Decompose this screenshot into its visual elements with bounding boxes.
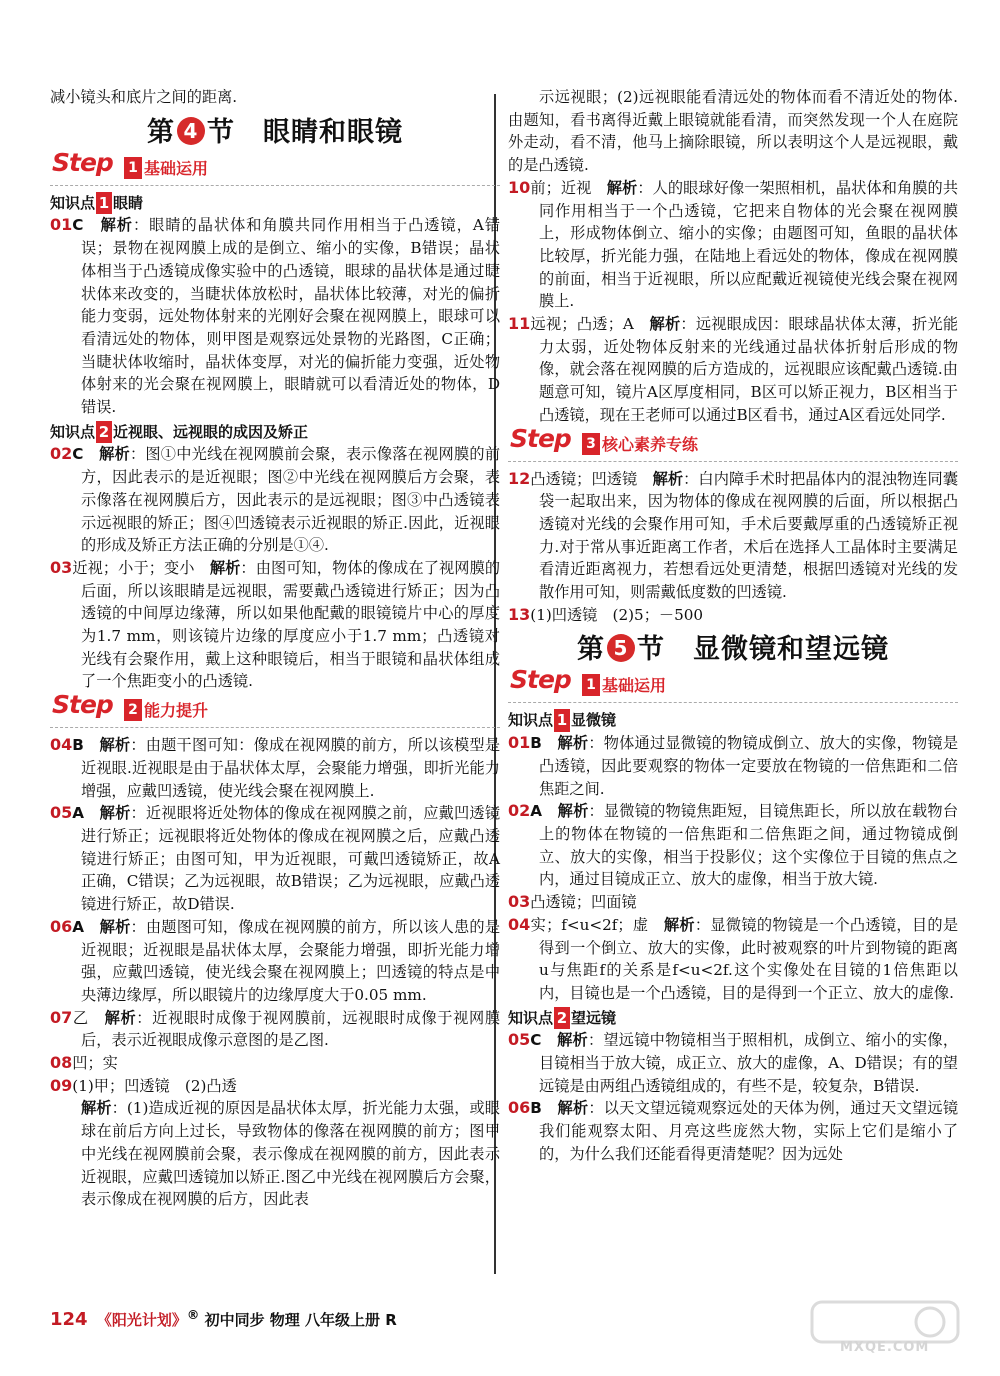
- registered-mark: ®: [186, 1307, 200, 1322]
- question-number: 12: [508, 468, 531, 488]
- step-word: Step: [52, 690, 113, 720]
- answer: 近视；小于；变小: [72, 558, 195, 577]
- kp-label: 显微镜: [571, 711, 617, 730]
- question-number: 04: [508, 914, 531, 934]
- answer: (1)凹透镜 (2)5；－500: [530, 605, 704, 624]
- analysis-label: 解析: [649, 315, 681, 334]
- answer: 乙: [72, 1008, 89, 1027]
- analysis-label: 解析: [99, 445, 130, 464]
- analysis-text: ：近视眼将近处物体的像成在视网膜之前，应戴凹透镜进行矫正；远视眼将近处物体的像成在视网膜之后，应戴凸透镜进行矫正；由图可知，甲为近视眼，可戴凹透镜矫正，故A正确，C错误；乙为远视眼，故B错误；乙为远视眼，应戴凸透镜进行矫正，故D错误.: [81, 804, 500, 914]
- question-04: [50, 734, 500, 802]
- answer: C: [72, 445, 84, 464]
- answer: 实；f<u<2f；虚: [530, 915, 649, 934]
- answer: A: [72, 917, 85, 936]
- section-5-title: [508, 634, 958, 666]
- page-footer: [50, 1307, 397, 1330]
- section-name: 眼睛和眼镜: [263, 116, 403, 148]
- question-number: 05: [508, 1030, 531, 1050]
- question-number: 03: [508, 892, 531, 912]
- section-suffix: 节: [637, 634, 665, 666]
- answer: 凹；实: [72, 1054, 118, 1073]
- question-number: 05: [50, 803, 73, 823]
- question-05: [50, 802, 500, 916]
- watermark-text: MXQE.COM: [840, 1340, 930, 1355]
- answer: (1)甲；凹透镜 (2)凸透: [72, 1076, 237, 1095]
- kp-label: 近视眼、远视眼的成因及矫正: [113, 422, 309, 441]
- kp-prefix: 知识点: [508, 711, 554, 730]
- question-number: 06: [50, 916, 73, 936]
- analysis-label: 解析: [100, 216, 133, 235]
- analysis-label: 解析: [209, 558, 241, 577]
- continued-text: 示远视眼；(2)远视眼能看清远处的物体而看不清近处的物体.由题知，看书离得近戴上眼镜就能看清，而突然发现一个人在庭院外走动，看不清，他马上摘除眼镜，所以表明这个人是远视眼，戴的是凸透镜.: [508, 88, 958, 175]
- step-2-banner: [50, 690, 500, 728]
- watermark-logo: [810, 1300, 980, 1360]
- kp-prefix: 知识点: [50, 193, 96, 212]
- step-label: 能力提升: [144, 701, 209, 721]
- section-number: 4: [177, 117, 205, 145]
- question-r05: [508, 1029, 958, 1097]
- step-1-banner: [50, 147, 500, 186]
- step-1-banner-right: [508, 665, 958, 703]
- analysis-text: ：以天文望远镜观察远处的天体为例，通过天文望远镜我们能观察太阳、月亮这些庞然大物，实际上它们是缩小了的，为什么我们还能看得更清楚呢？因为远处: [539, 1099, 959, 1163]
- question-number: 10: [508, 177, 531, 197]
- question-02: [50, 443, 500, 557]
- kp-prefix: 知识点: [50, 422, 96, 441]
- analysis-text: ：显微镜的物镜是一个凸透镜，目的是得到一个倒立、放大的实像，此时被观察的叶片到物镜的距离u与焦距f的关系是f<u<2f.这个实像处在目镜的1倍焦距以内，目镜也是一个凸透镜，目的是得到一个正立、放大的虚像.: [539, 915, 959, 1002]
- analysis-label: 解析: [99, 804, 131, 823]
- question-12: [508, 468, 958, 604]
- answer: C: [72, 216, 84, 235]
- intro-line: 减小镜头和底片之间的距离.: [50, 88, 238, 106]
- kp-label: 望远镜: [571, 1008, 617, 1027]
- analysis-text: ：物体通过显微镜的物镜成倒立、放大的实像，物镜是凸透镜，因此要观察的物体一定要放在物镜的一倍焦距和二倍焦距之间.: [539, 734, 959, 798]
- analysis-text: ：近视眼时成像于视网膜前，远视眼时成像于视网膜后，表示近视眼成像示意图的是乙图.: [81, 1008, 501, 1050]
- kp-prefix: 知识点: [508, 1008, 554, 1027]
- answer: A: [530, 802, 543, 821]
- analysis-label: 解析: [557, 802, 589, 821]
- section-number: 5: [607, 634, 635, 662]
- book-subtitle: 初中同步 物理 八年级上册 R: [204, 1311, 397, 1329]
- question-number: 03: [50, 557, 73, 577]
- step-3-banner: [508, 423, 958, 462]
- step-number: 1: [582, 674, 600, 696]
- question-11: [508, 313, 958, 427]
- knowledge-point-2: [50, 421, 500, 444]
- analysis-text: ：白内障手术时把晶体内的混浊物连同囊袋一起取出来，因为物体的像成在视网膜的后面，所以根据凸透镜对光线的会聚作用可知，手术后要戴厚重的凸透镜矫正视力.对于常从事近距离工作者，术后在选择人工晶体时主要满足看清近距离视力，若想看远处更清楚，根据凹透镜对光线的发散作用可知，则需戴低度数的凹透镜.: [539, 469, 959, 602]
- analysis-text: ：由题图可知，像成在视网膜的前方，所以该人患的是近视眼；近视眼是晶状体太厚，会聚能力增强，即折光能力增强，应戴凹透镜，使光线会聚在视网膜上；凹透镜的特点是中央薄边缘厚，所以眼镜片的边缘厚度大于0.05 mm.: [81, 917, 500, 1004]
- analysis-label: 解析: [606, 178, 638, 197]
- answer: C: [530, 1031, 542, 1050]
- analysis-text: ：望远镜中物镜相当于照相机，成倒立、缩小的实像，目镜相当于放大镜，成正立、放大的虚像，A、D错误；有的望远镜是由两组凸透镜组成的，有些不是，较复杂，B错误.: [539, 1031, 959, 1095]
- question-08: [50, 1052, 500, 1075]
- right-column: [508, 86, 958, 1166]
- analysis-text: ：远视眼成因：眼球晶状体太薄，折光能力太弱，近处物体反射来的光线通过晶状体折射后形成的物像，就会落在视网膜的后方造成的，远视眼应该配戴凸透镜.由题意可知，镜片A区厚度相同，B区可以矫正视力，B区相当于凸透镜，现在王老师可以通过B区看书，通过A区看远处同学.: [539, 315, 959, 424]
- step-word: Step: [510, 423, 571, 453]
- brand-name: 《阳光计划》: [96, 1311, 187, 1329]
- question-number: 07: [50, 1007, 73, 1027]
- analysis-text: ：人的眼球好像一架照相机，晶状体和角膜的共同作用相当于一个凸透镜，它把来自物体的光会聚在视网膜上，形成物体倒立、缩小的实像；由题图可知，鱼眼的晶状体比较厚，折光能力强，在陆地上看远处的物体，像成在视网膜的前面，相当于近视眼，所以应配戴近视镜使光线会聚在视网膜上.: [539, 178, 959, 311]
- analysis-label: 解析: [99, 917, 131, 936]
- analysis-text: ：由图可知，物体的像成在了视网膜的后面，所以该眼睛是远视眼，需要戴凸透镜进行矫正；因为凸透镜的中间厚边缘薄，所以如果他配戴的眼镜镜片中心的厚度为1.7 mm，则该镜片边缘的厚度应小于1.7 mm；凸透镜对光线有会聚作用，戴上这种眼镜后，相当于眼镜和晶状体组成了一个焦距变小的凸透镜.: [81, 558, 501, 691]
- step-label: 基础运用: [144, 158, 209, 178]
- step-number: 2: [124, 699, 142, 721]
- section-prefix: 第: [147, 116, 175, 148]
- page-number: 124: [50, 1309, 88, 1330]
- knowledge-point-1-right: [508, 709, 958, 732]
- question-number: 11: [508, 314, 531, 334]
- analysis-label: 解析: [663, 915, 695, 934]
- analysis-label: 解析: [99, 736, 131, 755]
- section-name: 显微镜和望远镜: [693, 634, 889, 666]
- step-word: Step: [510, 665, 571, 695]
- knowledge-point-2-right: [508, 1007, 958, 1030]
- kp-number: 1: [554, 709, 570, 732]
- question-number: 04: [50, 735, 73, 755]
- question-number: 01: [50, 215, 73, 235]
- question-number: 09: [50, 1075, 73, 1095]
- kp-number: 2: [96, 421, 112, 444]
- step-number: 3: [582, 433, 600, 455]
- analysis-text: ：显微镜的物镜焦距短，目镜焦距长，所以放在载物台上的物体在物镜的一倍焦距和二倍焦距之间，通过物镜成倒立、放大的实像，相当于投影仪；这个实像位于目镜的焦点之内，通过目镜成正立、放大的虚像，相当于放大镜.: [539, 802, 958, 889]
- step-label: 基础运用: [602, 676, 667, 696]
- question-r06: [508, 1097, 958, 1165]
- answer: 前；近视: [530, 178, 592, 197]
- question-07: [50, 1007, 500, 1052]
- question-01: [50, 214, 500, 418]
- answer: B: [72, 736, 84, 755]
- left-column: [50, 86, 500, 1211]
- analysis-label: 解析: [81, 1099, 112, 1118]
- analysis-text: ：眼睛的晶状体和角膜共同作用相当于凸透镜，A错误；景物在视网膜上成的是倒立、缩小的实像，B错误；晶状体相当于凸透镜成像实验中的凸透镜，眼球的晶状体是通过睫状体来改变的，当睫状体放松时，晶状体比较薄，对光的偏折能力变弱，远处物体射来的光刚好会聚在视网膜上，眼球可以看清远处的物体，则甲图是观察远处景物的光路图，C正确；当睫状体收缩时，晶状体变厚，对光的偏折能力变强，近处物体射来的光会聚在视网膜上，眼睛就可以看清近处的物体，D错误.: [81, 216, 501, 417]
- question-06: [50, 916, 500, 1007]
- kp-number: 1: [96, 192, 112, 215]
- step-number: 1: [124, 157, 142, 179]
- section-prefix: 第: [577, 634, 605, 666]
- watermark-icon: [810, 1300, 960, 1344]
- answer: 凸透镜；凹面镜: [530, 893, 637, 912]
- knowledge-point-1: [50, 192, 500, 215]
- question-r03: [508, 891, 958, 914]
- question-number: 13: [508, 604, 531, 624]
- answer: 远视；凸透；A: [530, 315, 634, 334]
- kp-label: 眼睛: [113, 193, 144, 212]
- question-number: 08: [50, 1053, 73, 1073]
- section-4-title: [50, 116, 500, 148]
- question-number: 06: [508, 1098, 531, 1118]
- section-suffix: 节: [207, 116, 235, 148]
- step-word: Step: [52, 147, 113, 177]
- question-13: [508, 604, 958, 627]
- step-label: 核心素养专练: [602, 434, 699, 454]
- analysis-text: ：由题干图可知：像成在视网膜的前方，所以该模型是近视眼.近视眼是由于晶状体太厚，会聚能力增强，即折光能力增强，应戴凹透镜，使光线会聚在视网膜上.: [81, 736, 501, 800]
- question-number: 02: [508, 801, 531, 821]
- answer: 凸透镜；凹透镜: [530, 469, 638, 488]
- kp-number: 2: [554, 1007, 570, 1030]
- analysis-label: 解析: [557, 734, 589, 753]
- analysis-text: ：图①中光线在视网膜前会聚，表示像落在视网膜的前方，因此表示的是近视眼；图②中光线在视网膜后方会聚，表示像落在视网膜后方，因此表示的是远视眼；图③中凸透镜表示远视眼的矫正；图④凹透镜表示近视眼的矫正.因此，近视眼的形成及矫正方法正确的分别是①④.: [81, 445, 501, 555]
- question-10: [508, 177, 958, 313]
- question-number: 02: [50, 444, 73, 464]
- answer: B: [530, 1099, 542, 1118]
- question-03: [50, 557, 500, 693]
- analysis-label: 解析: [557, 1099, 589, 1118]
- answer: B: [530, 734, 542, 753]
- analysis-label: 解析: [557, 1031, 588, 1050]
- analysis-label: 解析: [652, 469, 684, 488]
- question-09: [50, 1075, 500, 1211]
- question-number: 01: [508, 733, 531, 753]
- analysis-text: ：(1)造成近视的原因是晶状体太厚，折光能力太强，或眼球在前后方向上过长，导致物体的像落在视网膜的前方；图甲中光线在视网膜前会聚，表示像成在视网膜的前方，因此表示近视眼，应戴凹透镜加以矫正.图乙中光线在视网膜后方会聚，表示像成在视网膜的后方，因此表: [81, 1099, 500, 1209]
- analysis-label: 解析: [104, 1008, 137, 1027]
- question-r02: [508, 800, 958, 891]
- answer: A: [72, 804, 85, 823]
- question-r01: [508, 732, 958, 800]
- question-r04: [508, 914, 958, 1005]
